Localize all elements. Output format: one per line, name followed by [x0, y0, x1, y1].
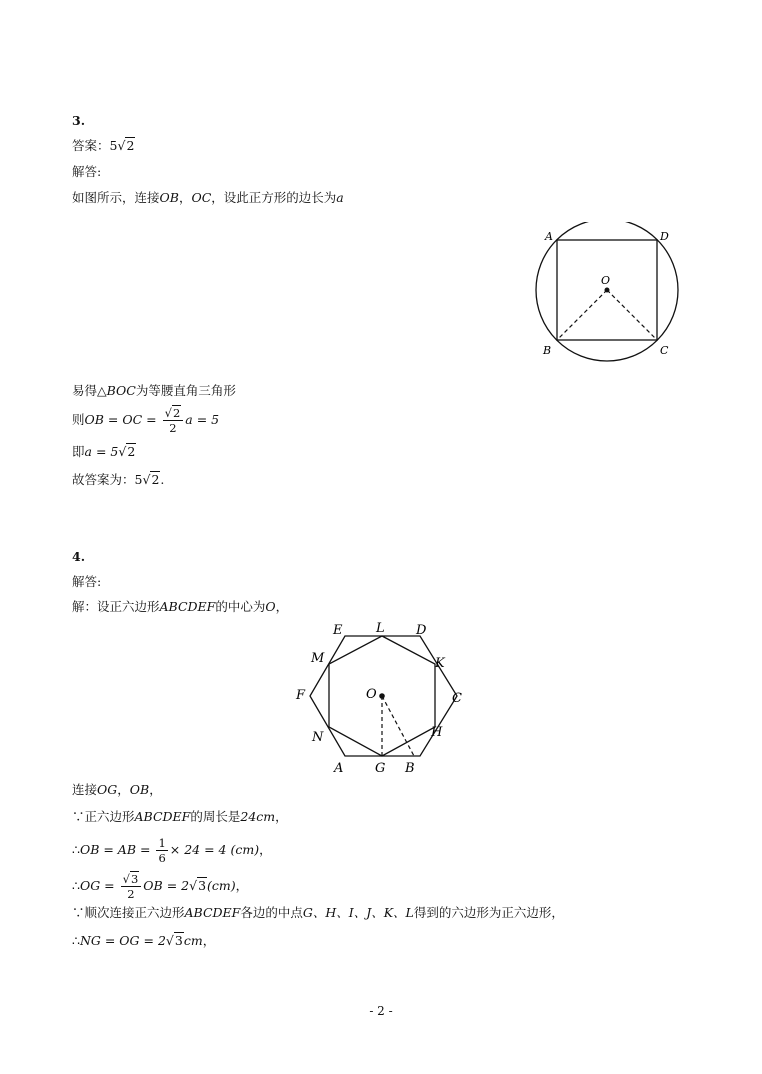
label-d: D	[660, 230, 669, 243]
problem-4-line-2: ∵正六边形ABCDEF的周长是24cm，	[72, 809, 288, 824]
segment-ob	[557, 290, 607, 340]
problem-3-step-3: 即a = 5√2	[72, 444, 136, 459]
problem-4-line-1: 连接OG，OB，	[72, 782, 162, 797]
label-a: A	[545, 230, 553, 243]
problem-3-step-2: 则OB = OC = $\frac{√2}{2}$ a = 5	[72, 406, 220, 435]
problem-3-solution-label: 解答:	[72, 164, 102, 179]
label-o: O	[366, 687, 377, 702]
label-b: B	[543, 344, 552, 357]
problem-4-line-6: ∴NG = OG = 2√3cm，	[72, 933, 216, 948]
problem-4-line-5: ∵顺次连接正六边形ABCDEF各边的中点G、H、I、J、K、L得到的六边形为正六边形，	[72, 905, 564, 920]
problem-4-line-3: ∴OB = AB = $\frac{1}{6}$ × 24 = 4 (cm)，	[72, 836, 272, 865]
segment-oc	[607, 290, 657, 340]
label-n: N	[312, 730, 324, 745]
label-c: C	[660, 344, 669, 357]
fraction-1-over-6: $\frac{1}{6}$	[158, 836, 166, 865]
label-k: K	[435, 656, 445, 671]
label-b: B	[405, 761, 415, 776]
fraction-sqrt2-over-2: $\frac{√2}{2}$	[163, 406, 184, 435]
problem-3-number: 3.	[72, 113, 86, 128]
problem-4-number: 4.	[72, 549, 86, 564]
problem-4-intro: 解：设正六边形ABCDEF的中心为O，	[72, 599, 289, 614]
label-l: L	[376, 621, 385, 636]
label-h: H	[431, 725, 443, 740]
label-c: C	[452, 691, 462, 706]
label-e: E	[333, 623, 343, 638]
label-d: D	[416, 623, 427, 638]
fraction-sqrt3-over-2: $\frac{√3}{2}$	[121, 872, 142, 901]
page-number: - 2 -	[369, 1004, 393, 1018]
label-m: M	[311, 651, 325, 666]
center-point-o	[379, 693, 385, 699]
square-in-circle-figure	[530, 222, 690, 362]
label-g: G	[375, 761, 386, 776]
label-o: O	[601, 274, 611, 287]
problem-4-solution-label: 解答:	[72, 574, 102, 589]
hexagon-figure	[290, 616, 480, 778]
center-point-o	[605, 288, 610, 293]
problem-3-answer: 答案：5√2	[72, 138, 135, 153]
problem-3-step-4: 故答案为：5√2.	[72, 472, 165, 487]
problem-3-intro: 如图所示，连接OB，OC，设此正方形的边长为a	[72, 190, 344, 205]
problem-4-line-4: ∴OG = $\frac{√3}{2}$ OB = 2√3(cm)，	[72, 872, 249, 901]
label-f: F	[296, 688, 306, 703]
problem-3-step-1: 易得△BOC为等腰直角三角形	[72, 383, 236, 398]
label-a: A	[334, 761, 344, 776]
